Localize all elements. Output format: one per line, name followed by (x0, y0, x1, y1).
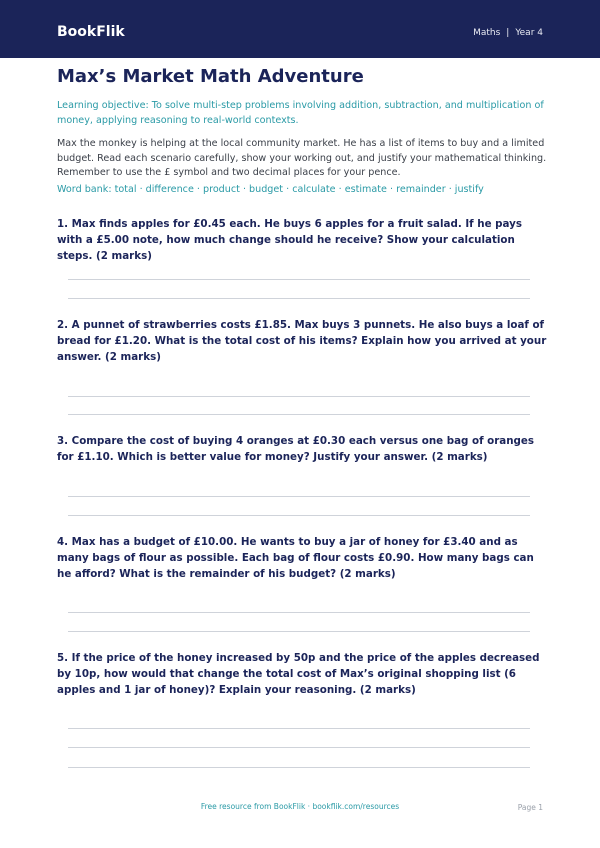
answer-line[interactable] (68, 298, 530, 299)
intro-paragraph: Max the monkey is helping at the local community market. He has a list of items to buy and a limited budget. Read each scenario carefully, show your working out, and justify your mathematical thinking. Remember to use the £ symbol and two decimal places for your pence. (57, 138, 547, 178)
subject-label (473, 28, 543, 38)
answer-line[interactable] (68, 496, 530, 497)
subject-separator: | (506, 28, 510, 38)
page-number: Page 1 (517, 803, 543, 812)
answer-line[interactable] (68, 279, 530, 280)
answer-line[interactable] (68, 767, 530, 768)
answer-line[interactable] (68, 396, 530, 397)
answer-line[interactable] (68, 612, 530, 613)
learning-objective: Learning objective: To solve multi-step problems involving addition, subtraction, and multiplication of money, applying reasoning to real-world contexts. (57, 100, 544, 126)
subject-name: Maths (473, 28, 501, 38)
brand-logo[interactable]: BookFlik (57, 24, 125, 40)
question-1: 1. Max finds apples for £0.45 each. He buys 6 apples for a fruit salad. If he pays with a £5.00 note, how much change should he receive? Show your calculation steps. (2 marks) (57, 218, 522, 262)
answer-line[interactable] (68, 515, 530, 516)
answer-line[interactable] (68, 414, 530, 415)
answer-line[interactable] (68, 747, 530, 748)
question-4: 4. Max has a budget of £10.00. He wants to buy a jar of honey for £3.40 and as many bags of flour as possible. Each bag of flour costs £0.90. How many bags can he afford? What is the remainder of his budget? (2 marks) (57, 536, 534, 580)
word-bank: Word bank: total · difference · product · budget · calculate · estimate · remainder · justify (57, 184, 484, 195)
question-5: 5. If the price of the honey increased by 50p and the price of the apples decreased by 10p, how would that change the total cost of Max’s original shopping list (6 apples and 1 jar of honey)? Explain your reasoning. (2 marks) (57, 652, 540, 696)
answer-line[interactable] (68, 728, 530, 729)
question-2: 2. A punnet of strawberries costs £1.85. Max buys 3 punnets. He also buys a loaf of bread for £1.20. What is the total cost of his items? Explain how you arrived at your answer. (2 marks) (57, 319, 547, 363)
header-bar (0, 0, 600, 58)
answer-line[interactable] (68, 631, 530, 632)
question-3: 3. Compare the cost of buying 4 oranges at £0.30 each versus one bag of oranges for £1.10. Which is better value for money? Justify your answer. (2 marks) (57, 435, 535, 463)
page-title: Max’s Market Math Adventure (57, 66, 364, 87)
year-label: Year 4 (515, 28, 543, 38)
footer-credit[interactable]: Free resource from BookFlik · bookflik.com/resources (200, 802, 400, 811)
